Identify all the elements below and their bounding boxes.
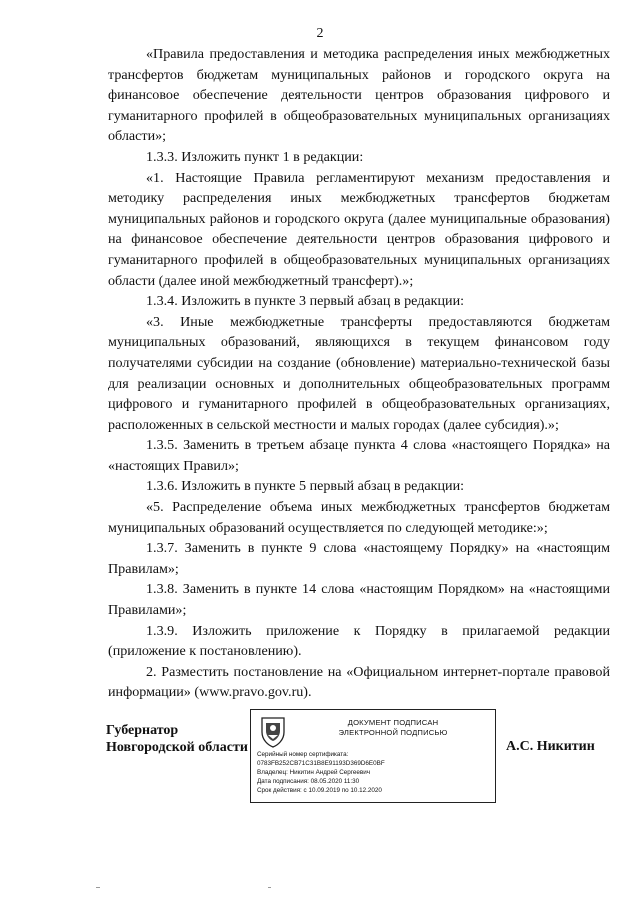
- coat-of-arms-icon: [259, 716, 287, 748]
- paragraph-clause-1: «1. Настоящие Правила регламентируют механизм предоставления и методику распределения иных межбюджетных трансфертов бюджетам муниципальных районов и городского округа (далее муниципальные образования) на финансовое обеспечение деятельности центров образования цифрового и гуманитарного профилей в общеобразовательных муниципальных организациях области (далее иной межбюджетный трансферт).»;: [108, 169, 610, 289]
- stamp-title: [303, 718, 483, 738]
- scan-speck: [96, 887, 100, 888]
- paragraph-2-publish: 2. Разместить постановление на «Официальном интернет-портале правовой информации» (www.pravo.gov.ru).: [108, 663, 610, 701]
- stamp-serial-value: 0783FB252CB71C31B8E91193D369D6E0BF: [257, 760, 385, 767]
- page-number: 2: [316, 26, 324, 41]
- stamp-validity: Срок действия: с 10.09.2019 по 10.12.2020: [257, 787, 382, 794]
- paragraph-1-3-9: 1.3.9. Изложить приложение к Порядку в прилагаемой редакции (приложение к постановлению).: [108, 622, 610, 660]
- signatory-name: А.С. Никитин: [506, 739, 595, 754]
- scan-speck: [268, 887, 271, 888]
- paragraph-1-3-3: 1.3.3. Изложить пункт 1 в редакции:: [146, 148, 364, 165]
- position-line-2: Новгородской области: [106, 740, 248, 755]
- stamp-sign-date: Дата подписания: 08.05.2020 11:30: [257, 778, 360, 785]
- paragraph-rules-title: «Правила предоставления и методика распределения иных межбюджетных трансфертов бюджетам муниципальных районов и городского округа на финансовое обеспечение деятельности центров образования цифрового и гуманитарного профилей в общеобразовательных муниципальных организациях области»;: [108, 46, 610, 145]
- electronic-signature-stamp: [250, 709, 496, 803]
- stamp-details: [257, 750, 385, 795]
- paragraph-1-3-4: 1.3.4. Изложить в пункте 3 первый абзац в редакции:: [146, 293, 465, 310]
- paragraph-clause-5: «5. Распределение объема иных межбюджетных трансфертов бюджетам муниципальных образований осуществляется по следующей методике:»;: [108, 499, 610, 536]
- paragraph-1-3-5: 1.3.5. Заменить в третьем абзаце пункта 4 слова «настоящего Порядка» на «настоящих Правил»;: [108, 437, 610, 474]
- stamp-serial-label: Серийный номер сертификата:: [257, 751, 349, 758]
- stamp-title-line-2: ЭЛЕКТРОННОЙ ПОДПИСЬЮ: [338, 728, 448, 737]
- position-line-1: Губернатор: [106, 723, 179, 738]
- stamp-owner: Владелец: Никитин Андрей Сергеевич: [257, 769, 371, 776]
- paragraph-1-3-7: 1.3.7. Заменить в пункте 9 слова «настоящему Порядку» на «настоящим Правилам»;: [108, 540, 610, 577]
- paragraph-1-3-6: 1.3.6. Изложить в пункте 5 первый абзац в редакции:: [146, 478, 465, 495]
- paragraph-clause-3: «3. Иные межбюджетные трансферты предоставляются бюджетам муниципальных образований, являющихся в текущем финансовом году получателями субсидии на создание (обновление) материально-технической базы для реализации основных и дополнительных общеобразовательных программ цифрового и гуманитарного профилей в общеобразовательных организациях, расположенных в сельской местности и малых городах (далее субсидия).»;: [108, 313, 610, 433]
- signatory-position: [106, 722, 248, 756]
- document-body: [108, 44, 610, 703]
- paragraph-1-3-8: 1.3.8. Заменить в пункте 14 слова «настоящим Порядком» на «настоящими Правилами»;: [108, 581, 610, 619]
- stamp-title-line-1: ДОКУМЕНТ ПОДПИСАН: [347, 718, 439, 727]
